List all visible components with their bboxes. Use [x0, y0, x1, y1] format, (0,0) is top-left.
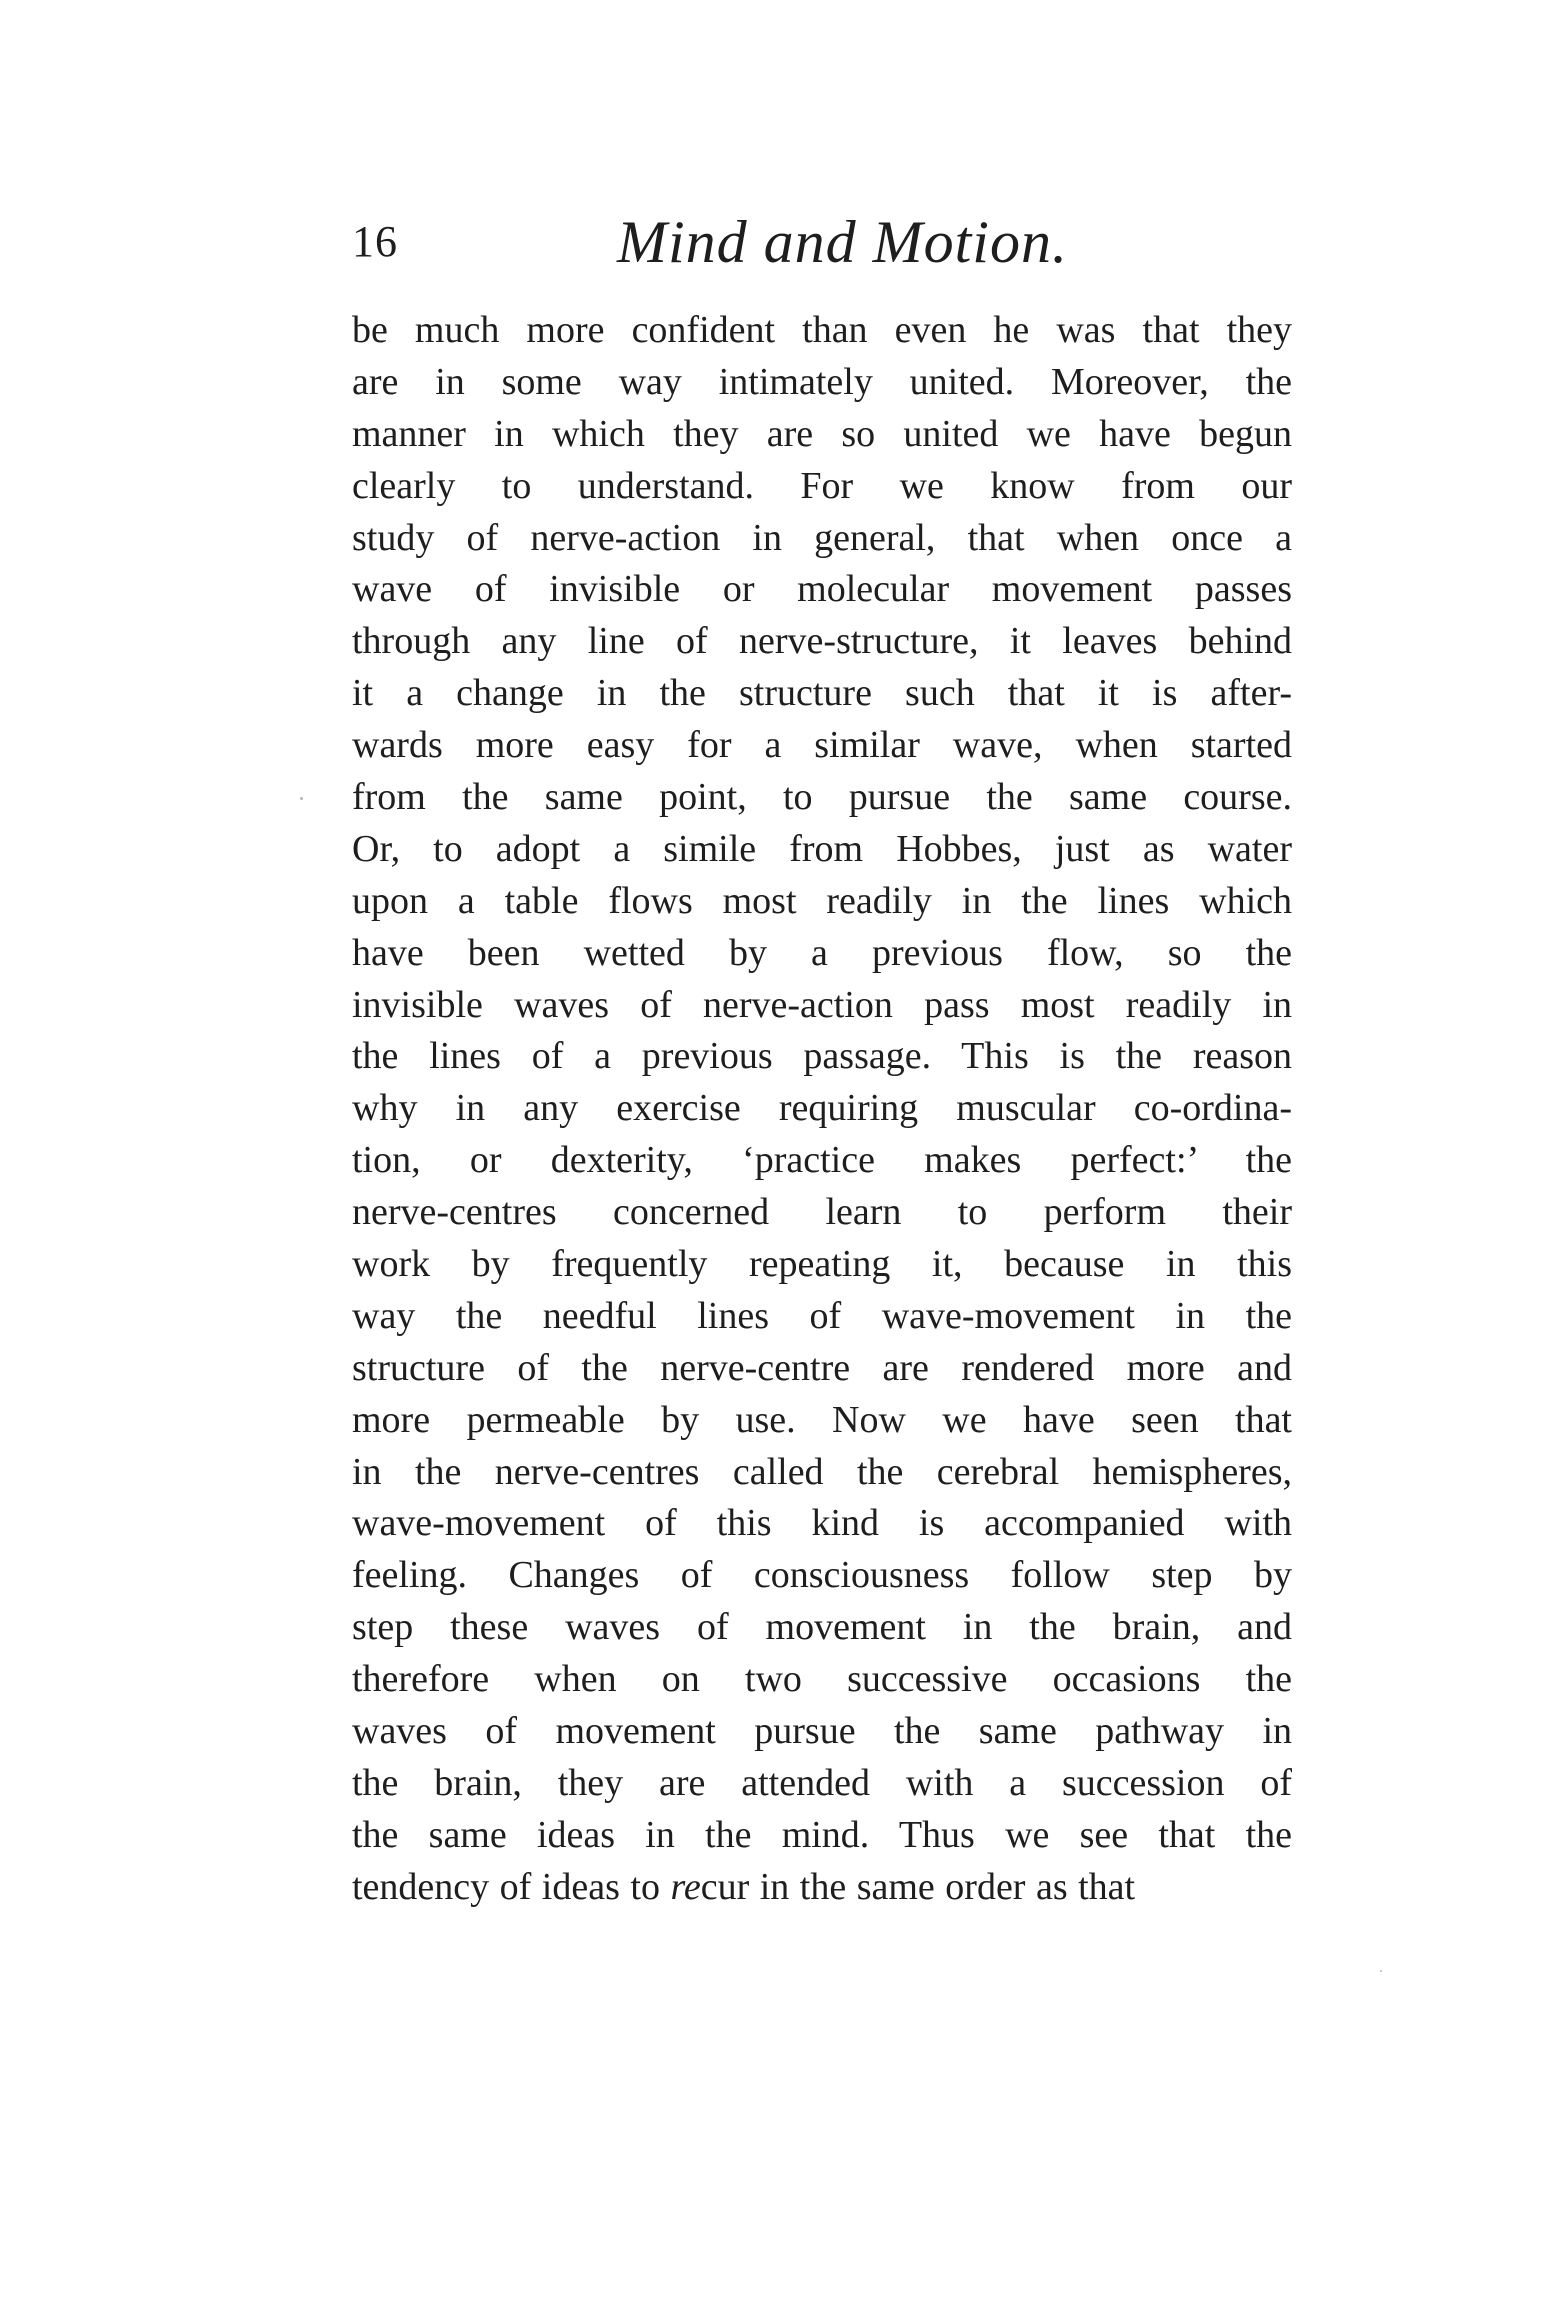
- text-line: wards more easy for a similar wave, when started: [352, 724, 1292, 767]
- text-line: structure of the nerve-centre are rendered more and: [352, 1346, 1292, 1389]
- text-line: waves of movement pursue the same pathway in: [352, 1710, 1292, 1753]
- text-line: the brain, they are attended with a succession of: [352, 1761, 1292, 1804]
- text-line: wave-movement of this kind is accompanied with: [352, 1502, 1292, 1545]
- italic-emphasis: re: [670, 1865, 701, 1908]
- text-line: tion, or dexterity, ‘practice makes perfect:’ the: [352, 1139, 1292, 1182]
- text-line: invisible waves of nerve-action pass most readily in: [352, 983, 1292, 1026]
- text-line: upon a table flows most readily in the lines which: [352, 879, 1292, 922]
- text-line: have been wetted by a previous flow, so the: [352, 931, 1292, 974]
- running-title: Mind and Motion.: [617, 209, 1068, 275]
- text-line: more permeable by use. Now we have seen that: [352, 1398, 1292, 1441]
- paper-speck: [300, 797, 303, 800]
- text-line: step these waves of movement in the brain, and: [352, 1606, 1292, 1649]
- text-line: work by frequently repeating it, because in this: [352, 1243, 1292, 1286]
- running-head: [352, 204, 1292, 284]
- text-line: therefore when on two successive occasions the: [352, 1658, 1292, 1701]
- text-line: manner in which they are so united we have begun: [352, 412, 1292, 455]
- page-number: 16: [352, 217, 398, 266]
- text-line: wave of invisible or molecular movement passes: [352, 568, 1292, 611]
- text-line-last: [352, 1862, 1292, 1914]
- text-line: feeling. Changes of consciousness follow step by: [352, 1554, 1292, 1597]
- text-line: why in any exercise requiring muscular co-ordina-: [352, 1087, 1292, 1130]
- text-line: be much more confident than even he was that they: [352, 309, 1292, 351]
- text-line: through any line of nerve-structure, it leaves behind: [352, 620, 1292, 663]
- body-text: [352, 305, 1292, 1914]
- text-line: in the nerve-centres called the cerebral hemispheres,: [352, 1450, 1292, 1493]
- text-line: Or, to adopt a simile from Hobbes, just as water: [352, 827, 1292, 870]
- text-line: the lines of a previous passage. This is the reason: [352, 1035, 1292, 1078]
- text-line: clearly to understand. For we know from our: [352, 464, 1292, 507]
- text-line: nerve-centres concerned learn to perform their: [352, 1191, 1292, 1234]
- text-line: study of nerve-action in general, that when once a: [352, 516, 1292, 559]
- text-line: the same ideas in the mind. Thus we see that the: [352, 1813, 1292, 1856]
- last-line-end: cur in the same order as that: [700, 1865, 1136, 1908]
- text-line: way the needful lines of wave-movement in the: [352, 1294, 1292, 1337]
- last-line-start: tendency of ideas to: [352, 1865, 671, 1908]
- text-line: it a change in the structure such that it is after-: [352, 672, 1292, 715]
- text-line: from the same point, to pursue the same course.: [352, 776, 1292, 819]
- text-line: are in some way intimately united. Moreover, the: [352, 360, 1292, 403]
- paper-speck: [1380, 1970, 1382, 1972]
